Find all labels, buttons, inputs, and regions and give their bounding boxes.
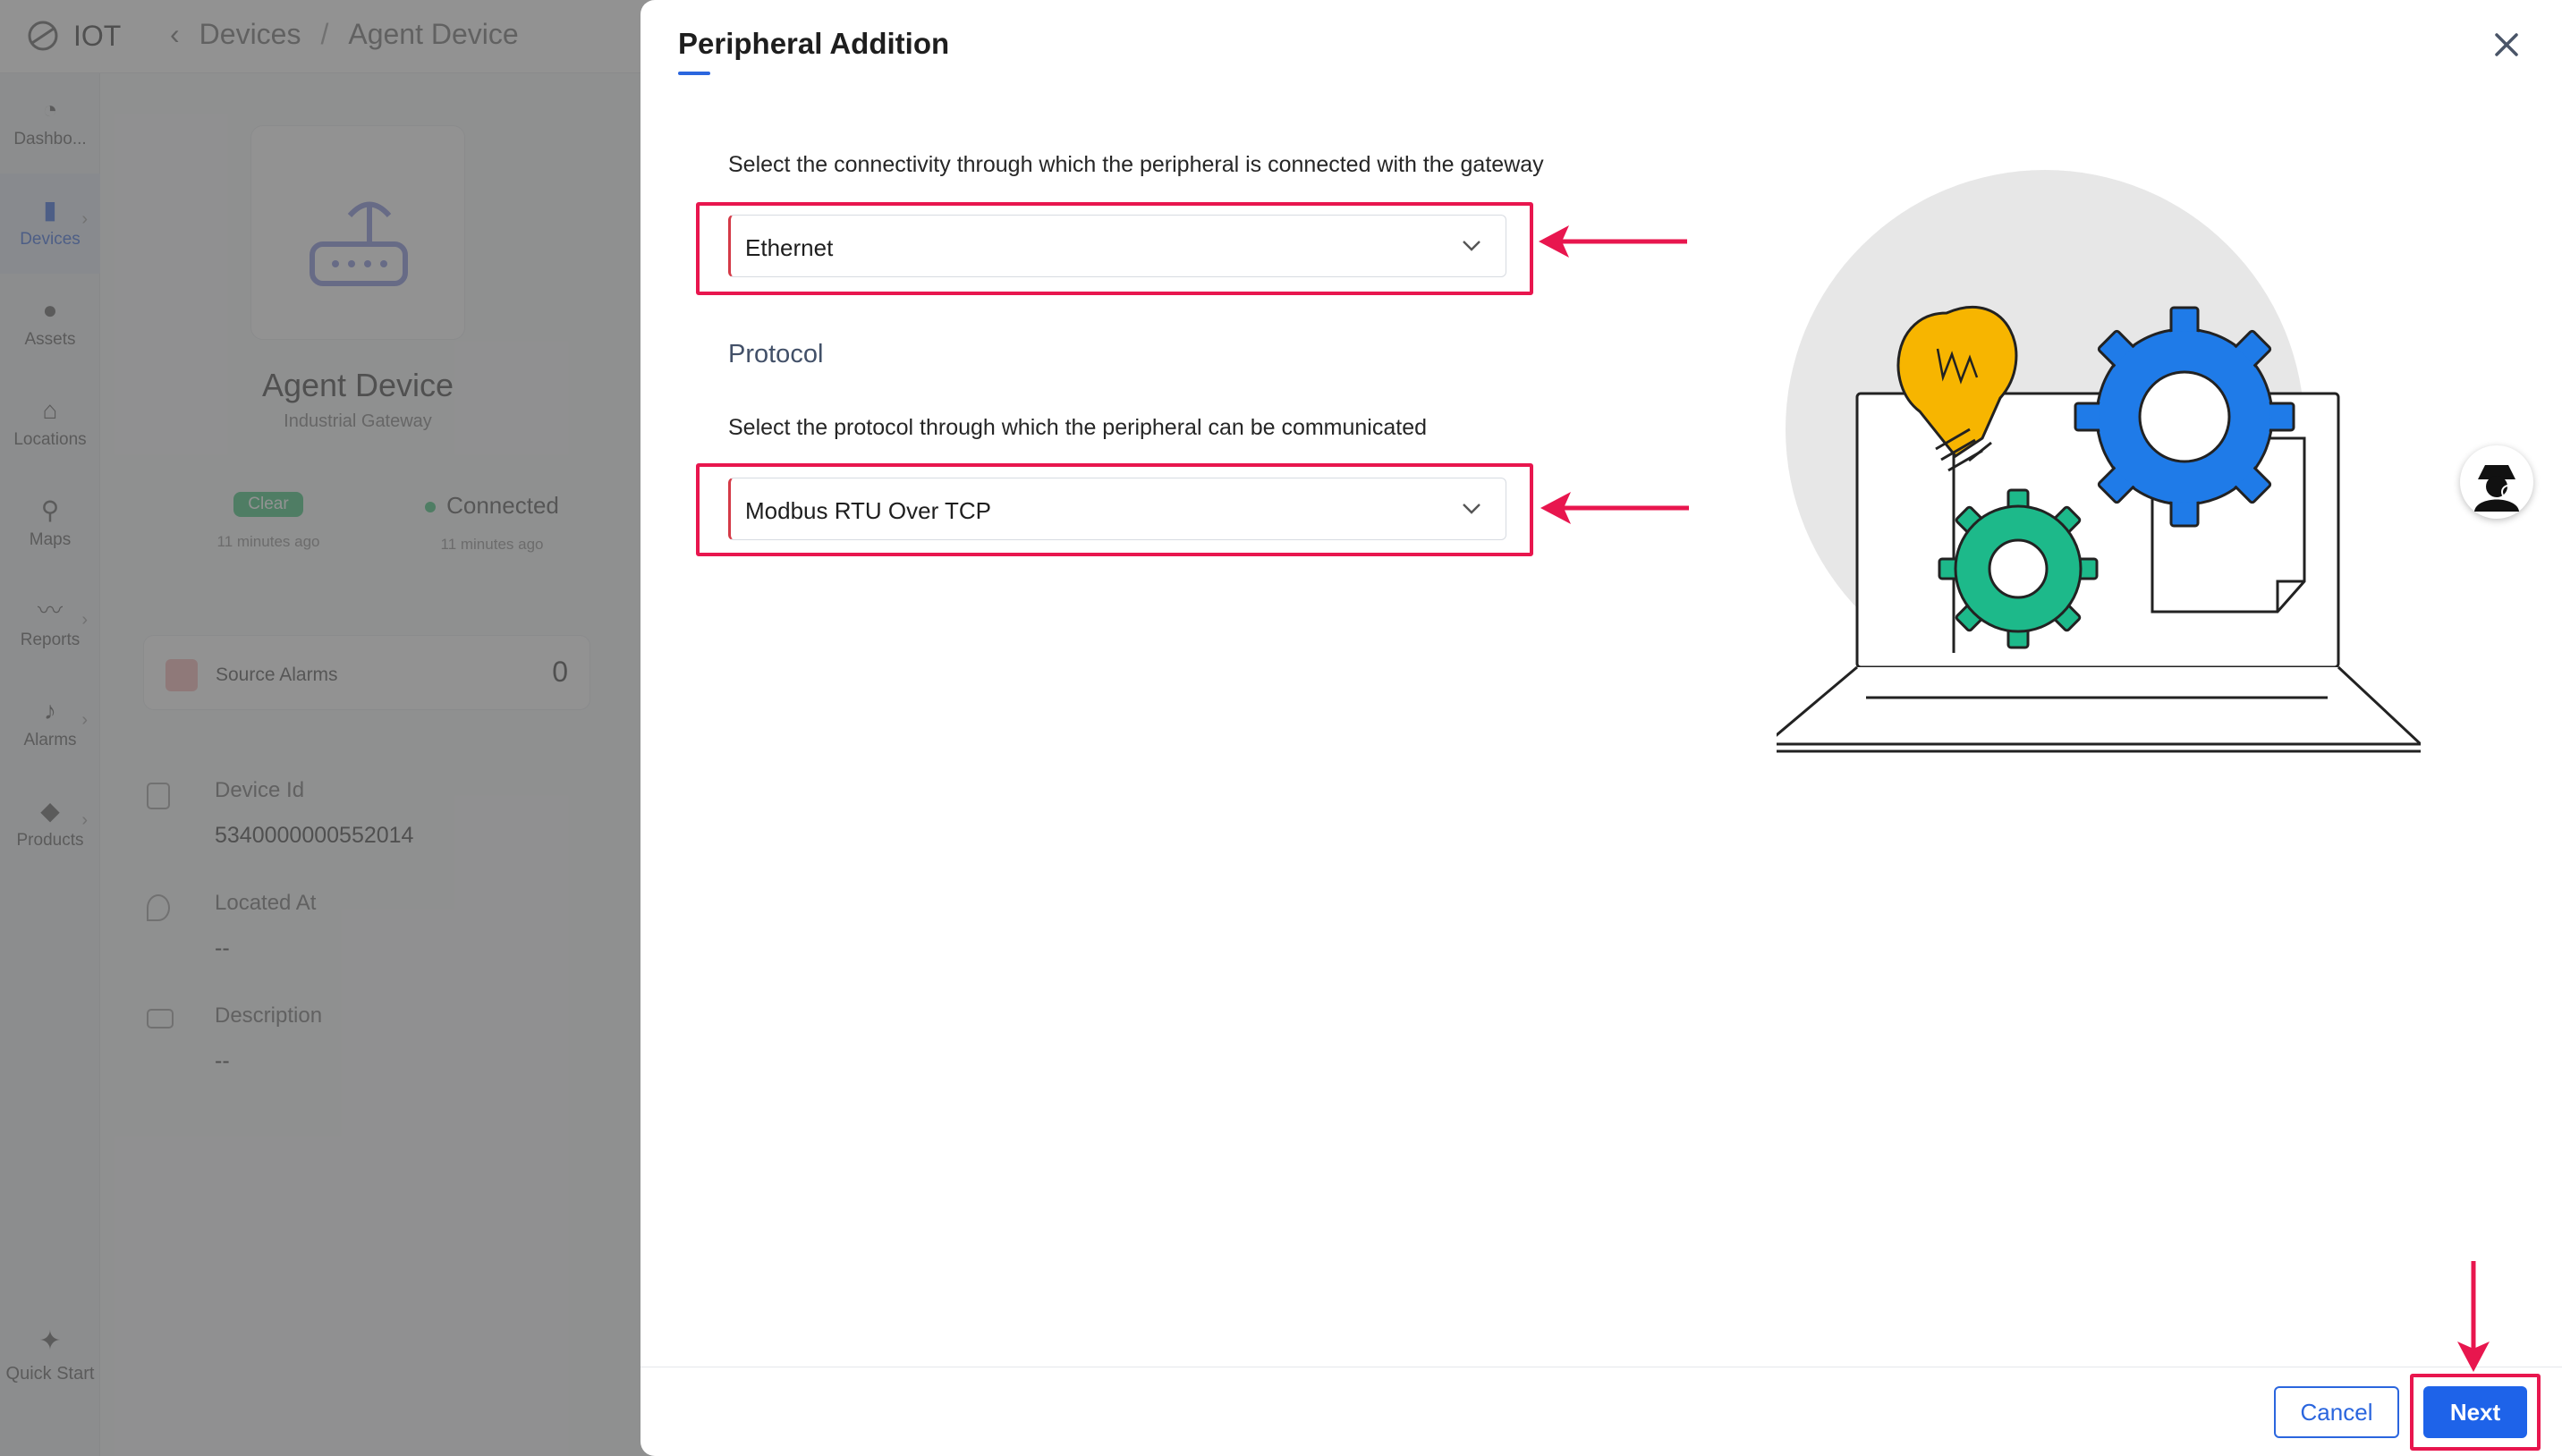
arrow-down-icon (2454, 1259, 2493, 1374)
connectivity-highlight-box (696, 202, 1533, 295)
connectivity-label: Select the connectivity through which the peripheral is connected with the gateway (728, 152, 1544, 177)
peripheral-addition-modal (640, 0, 2562, 1456)
protocol-value: Modbus RTU Over TCP (745, 497, 992, 524)
arrow-left-icon (1539, 488, 1691, 528)
title-underline (678, 72, 710, 75)
next-highlight-box (2410, 1374, 2541, 1451)
peripheral-illustration (1777, 170, 2421, 760)
arrow-left-icon (1537, 222, 1689, 261)
next-button[interactable]: Next (2423, 1386, 2527, 1438)
close-icon[interactable] (2489, 27, 2524, 63)
detective-icon (2460, 445, 2533, 519)
protocol-label: Select the protocol through which the peripheral can be communicated (728, 415, 1428, 440)
modal-title: Peripheral Addition (678, 27, 950, 60)
assistant-avatar-icon[interactable] (2460, 445, 2533, 519)
protocol-section-title: Protocol (728, 340, 824, 368)
protocol-highlight-box (696, 463, 1533, 556)
cancel-button[interactable]: Cancel (2274, 1386, 2399, 1438)
connectivity-value: Ethernet (745, 234, 834, 261)
